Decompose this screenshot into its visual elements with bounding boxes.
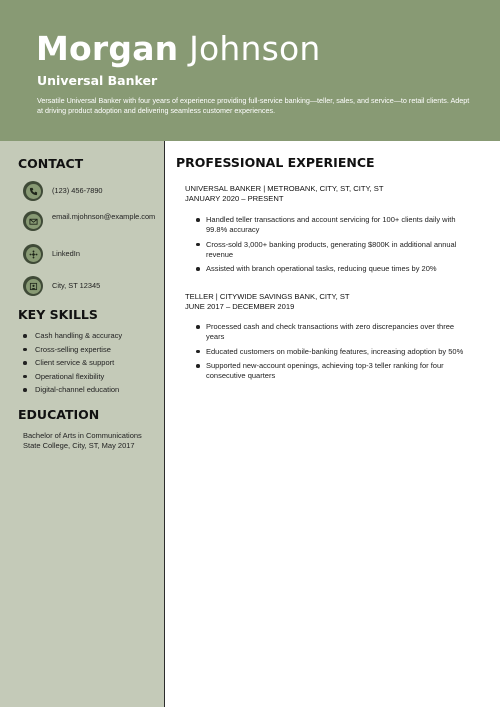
- contact-phone: [23, 181, 162, 201]
- phone-icon: [23, 181, 43, 201]
- contact-linkedin[interactable]: [23, 244, 162, 264]
- skill-item: Cash handling & accuracy: [23, 331, 122, 345]
- skills-list: [23, 331, 122, 399]
- experience-heading: PROFESSIONAL EXPERIENCE: [176, 155, 375, 170]
- job-dates: JUNE 2017 – DECEMBER 2019: [185, 302, 295, 311]
- job-heading: TELLER | CITYWIDE SAVINGS BANK, CITY, ST: [185, 292, 350, 301]
- education-entry: [23, 431, 153, 452]
- skill-item: Digital-channel education: [23, 385, 122, 399]
- skills-heading: KEY SKILLS: [18, 307, 98, 322]
- job-bullets: [196, 215, 466, 279]
- contact-email[interactable]: [23, 211, 162, 231]
- job-bullets: [196, 322, 466, 386]
- resume-header: [0, 0, 500, 141]
- job-bullet: Supported new-account openings, achieving top-3 teller ranking for four consecutive quarters: [196, 361, 466, 381]
- job-title: Universal Banker: [37, 73, 158, 88]
- job-bullet: Handled teller transactions and account servicing for 100+ clients daily with 99.8% accuracy: [196, 215, 466, 235]
- first-name: Morgan: [36, 29, 179, 68]
- skill-item: Client service & support: [23, 358, 122, 372]
- linkedin-icon: [23, 244, 43, 264]
- linkedin-text[interactable]: LinkedIn: [52, 249, 80, 258]
- column-divider: [164, 141, 165, 707]
- job-entry: [185, 184, 383, 204]
- contact-location: [23, 276, 162, 296]
- job-bullet: Assisted with branch operational tasks, reducing queue times by 20%: [196, 264, 466, 274]
- email-icon: [23, 211, 43, 231]
- phone-text: (123) 456-7890: [52, 186, 103, 195]
- job-heading: UNIVERSAL BANKER | METROBANK, CITY, ST, CITY, ST: [185, 184, 384, 193]
- candidate-name: [36, 30, 321, 68]
- job-entry: [185, 292, 350, 312]
- degree: Bachelor of Arts in Communications: [23, 431, 142, 440]
- education-heading: EDUCATION: [18, 407, 100, 422]
- school-location-date: State College, City, ST, May 2017: [23, 441, 135, 451]
- location-icon: [23, 276, 43, 296]
- contact-heading: CONTACT: [18, 156, 84, 171]
- profile-summary: Versatile Universal Banker with four years of experience providing full-service banking—teller, sales, and service—to retail clients. Adept at driving product adoption and delivering seamless customer experiences.: [37, 96, 470, 116]
- email-text[interactable]: email.mjohnson@example.com: [52, 212, 156, 221]
- job-bullet: Educated customers on mobile-banking features, increasing adoption by 50%: [196, 347, 466, 357]
- skill-item: Cross-selling expertise: [23, 345, 122, 359]
- location-text: City, ST 12345: [52, 281, 101, 290]
- last-name: Johnson: [189, 29, 321, 68]
- skill-item: Operational flexibility: [23, 372, 122, 386]
- job-dates: JANUARY 2020 – PRESENT: [185, 194, 284, 203]
- job-bullet: Cross-sold 3,000+ banking products, generating $800K in additional annual revenue: [196, 240, 466, 260]
- job-bullet: Processed cash and check transactions with zero discrepancies over three years: [196, 322, 466, 342]
